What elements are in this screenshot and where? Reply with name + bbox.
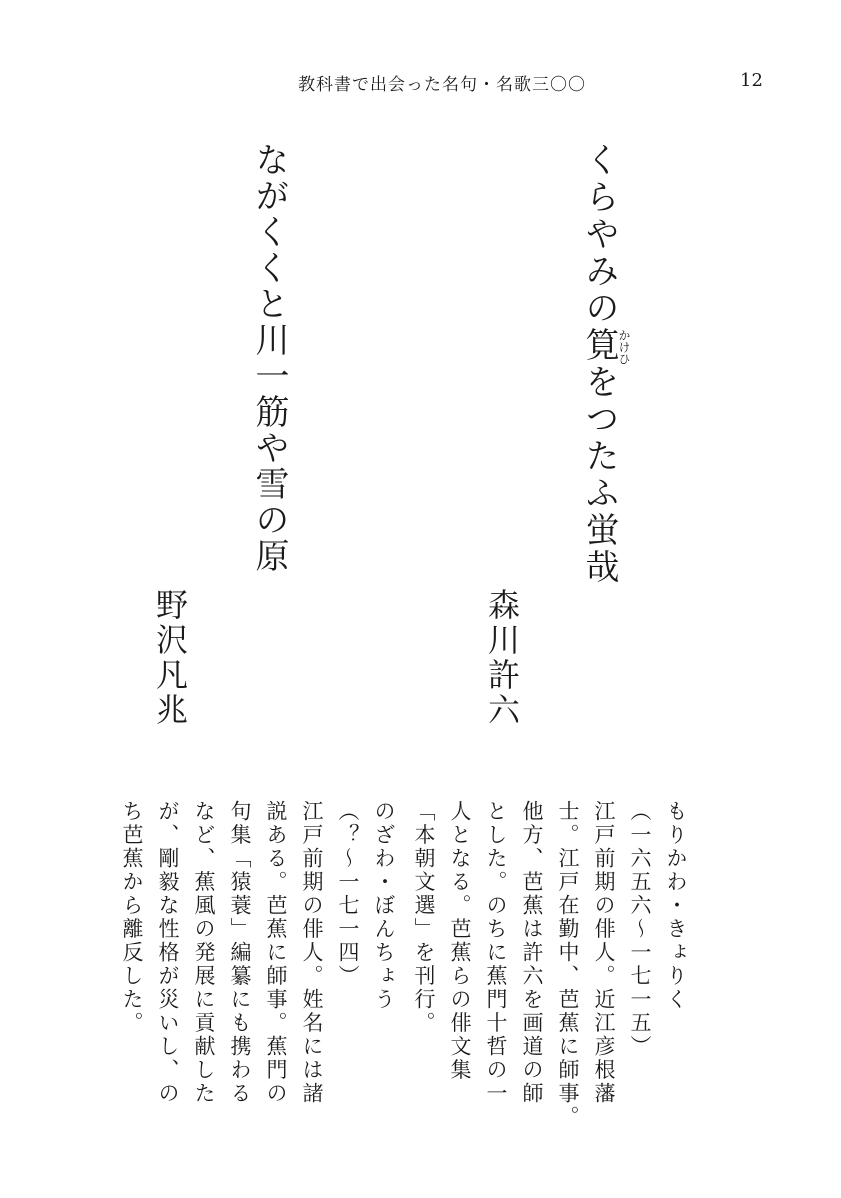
ruby-base: 筧 <box>579 327 619 364</box>
haiku-text-part: をつたふ蛍哉 <box>579 364 619 586</box>
bio-line: 江戸前期の俳人。近江彦根藩 <box>592 800 616 1106</box>
running-header-title: 教科書で出会った名句・名歌三〇〇 <box>298 75 586 95</box>
bio-line: 説ある。芭蕉に師事。蕉門の <box>264 800 288 1106</box>
bio-line: のざわ・ぼんちょう <box>372 800 396 1012</box>
bio-line: が、剛毅な性格が災いし、の <box>156 800 180 1106</box>
poet-name-boncho: 野沢凡兆 <box>151 588 189 728</box>
ruby-reading: かけひ <box>617 329 631 365</box>
poet-name-kyoriku: 森川許六 <box>483 588 521 728</box>
biography-boncho <box>120 800 402 1130</box>
bio-line: もりかわ・きょりく <box>664 800 688 1012</box>
bio-line: （？〜一七一四） <box>336 800 360 988</box>
haiku-text-part: くらやみの <box>579 142 619 327</box>
bio-line: 士。江戸在勤中、芭蕉に師事。 <box>556 800 580 1129</box>
haiku-morikawa-kyoriku <box>579 142 631 586</box>
bio-line: など、蕉風の発展に貢献した <box>192 800 216 1106</box>
bio-line: ち芭蕉から離反した。 <box>120 800 144 1035</box>
bio-line: 句集「猿蓑」編纂にも携わる <box>228 800 252 1106</box>
bio-line: 人となる。芭蕉らの俳文集 <box>448 800 472 1082</box>
bio-line: とした。のちに蕉門十哲の一 <box>484 800 508 1106</box>
haiku-text: ながくくと川一筋や雪の原 <box>249 142 289 574</box>
bio-line: 他方、芭蕉は許六を画道の師 <box>520 800 544 1106</box>
ruby-kanji <box>579 327 631 365</box>
bio-line: 「本朝文選」を刊行。 <box>412 800 436 1035</box>
page-number: 12 <box>740 70 763 91</box>
bio-line: 江戸前期の俳人。姓名には諸 <box>300 800 324 1106</box>
biography-kyoriku <box>412 800 694 1130</box>
haiku-nozawa-boncho <box>249 142 289 574</box>
bio-line: （一六五六〜一七一五） <box>628 800 652 1059</box>
